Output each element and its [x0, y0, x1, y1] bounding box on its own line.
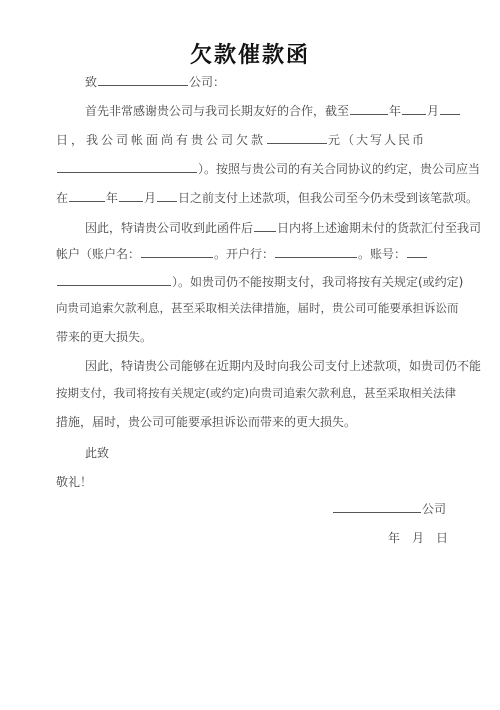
body-text: 带来的更大损失。 — [56, 330, 153, 344]
body-line — [85, 219, 481, 236]
month-blank — [402, 103, 426, 115]
body-text: 。账号： — [358, 247, 407, 261]
due-year-blank — [69, 190, 105, 202]
year-blank — [350, 103, 388, 115]
letter-title: 欠款催款函 — [189, 43, 310, 68]
account-number-blank-cont — [57, 274, 171, 286]
body-text: ）。如贵司仍不能按期支付，我司将按有关规定(或约定) — [172, 275, 464, 289]
body-text: 在 — [56, 191, 69, 205]
signature-company-line — [332, 500, 446, 517]
closing-line — [85, 444, 109, 461]
account-number-blank — [407, 246, 427, 258]
salutation-suffix: 公司： — [189, 75, 226, 89]
body-line — [56, 328, 152, 345]
body-line — [56, 413, 356, 430]
body-line — [56, 385, 456, 401]
due-month-blank — [119, 190, 143, 202]
body-text: 。开户行： — [214, 247, 275, 261]
body-text: 年 — [389, 104, 402, 118]
days-blank — [254, 220, 276, 232]
body-text: 年 — [106, 191, 119, 205]
body-text: 日，我公司帐面尚有贵公司欠款 — [56, 133, 267, 147]
bank-blank — [275, 246, 357, 258]
salutation-line — [85, 73, 225, 90]
signature-date-text: 年 月 日 — [388, 531, 449, 545]
body-line — [56, 300, 459, 316]
account-name-blank — [141, 246, 213, 258]
body-line — [56, 273, 463, 290]
body-line — [56, 160, 480, 177]
amount-words-blank — [57, 161, 197, 173]
body-text: 日内将上述逾期未付的货款汇付至我司 — [277, 221, 482, 235]
company-name-blank — [333, 501, 421, 513]
body-text: 帐户（账户名： — [56, 247, 141, 261]
body-text: 元（大写人民币 — [328, 133, 427, 147]
signature-company-text: 公司 — [422, 502, 447, 516]
body-line — [56, 189, 478, 206]
salutation-prefix: 致 — [85, 75, 98, 89]
due-day-blank — [157, 190, 177, 202]
body-text: 月 — [144, 191, 157, 205]
closing-text: 敬礼！ — [56, 475, 93, 489]
recipient-blank — [98, 74, 188, 86]
amount-blank — [267, 132, 327, 144]
closing-line — [56, 473, 92, 490]
body-text: 因此，特请贵公司收到此函件后 — [85, 221, 254, 235]
day-blank — [440, 103, 460, 115]
body-text: 措施，届时，贵公司可能要承担诉讼而带来的更大损失。 — [56, 415, 357, 429]
body-text: 月 — [427, 104, 440, 118]
body-text: 因此，特请贵公司能够在近期内及时向我公司支付上述款项，如贵司仍不能 — [85, 359, 482, 373]
signature-date-line — [388, 529, 448, 546]
body-line — [56, 245, 428, 262]
body-line — [85, 357, 481, 374]
body-text: 日之前支付上述款项，但我公司至今仍未受到该笔款项。 — [178, 191, 479, 205]
body-text: 向贵司追索欠款利息，甚至采取相关法律措施，届时，贵公司可能要承担诉讼而 — [56, 301, 459, 315]
body-line — [56, 131, 426, 148]
closing-text: 此致 — [85, 446, 110, 460]
body-text: 首先非常感谢贵公司与我司长期友好的合作，截至 — [85, 104, 350, 118]
body-text: ）。按照与贵公司的有关合同协议的约定，贵公司应当 — [198, 162, 481, 176]
body-text: 按期支付，我司将按有关规定(或约定)向贵司追索欠款利息，甚至采取相关法律 — [56, 386, 456, 400]
body-line — [85, 102, 461, 119]
